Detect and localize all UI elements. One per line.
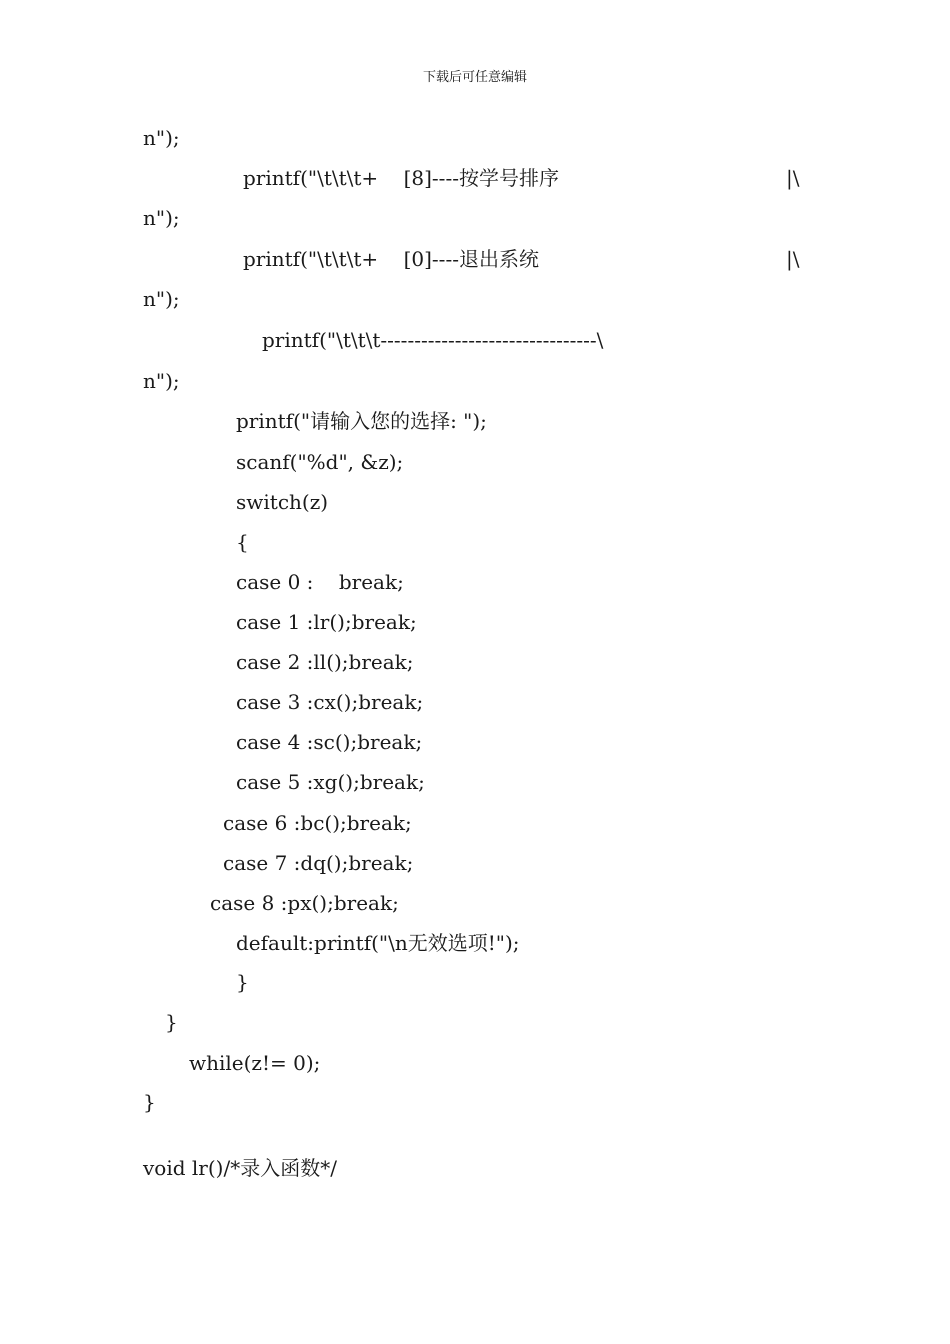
code-line: while(z!= 0); <box>189 1051 321 1075</box>
code-line: scanf("%d", &z); <box>236 450 404 474</box>
code-line: n"); <box>143 126 180 150</box>
code-line: case 1 :lr();break; <box>236 610 417 634</box>
code-line: switch(z) <box>236 490 329 514</box>
code-line: } <box>165 1010 178 1034</box>
page-header: 下载后可任意编辑 <box>422 70 527 85</box>
code-line: printf("\t\t\t+ [0]----退出系统 <box>243 247 539 271</box>
code-line: case 8 :px();break; <box>210 891 399 915</box>
code-line: { <box>236 530 249 554</box>
code-line: case 0 : break; <box>236 570 404 594</box>
code-line: n"); <box>143 287 180 311</box>
code-line: } <box>236 970 249 994</box>
code-line: n"); <box>143 206 180 230</box>
code-line: printf("\t\t\t+ [8]----按学号排序 <box>243 166 559 190</box>
code-line-continuation: |\ <box>786 166 800 190</box>
code-line-continuation: |\ <box>786 247 800 271</box>
code-line: case 7 :dq();break; <box>223 851 414 875</box>
code-line: case 2 :ll();break; <box>236 650 414 674</box>
code-line: printf("\t\t\t--------------------------------\ <box>262 328 604 352</box>
code-line: n"); <box>143 369 180 393</box>
code-line: case 4 :sc();break; <box>236 730 423 754</box>
code-line: } <box>143 1090 156 1114</box>
code-line: case 6 :bc();break; <box>223 811 412 835</box>
code-line: case 5 :xg();break; <box>236 770 425 794</box>
code-line: void lr()/*录入函数*/ <box>143 1156 337 1180</box>
code-line: default:printf("\n无效选项!"); <box>236 931 520 955</box>
code-line: case 3 :cx();break; <box>236 690 424 714</box>
code-line: printf("请输入您的选择: "); <box>236 409 487 433</box>
